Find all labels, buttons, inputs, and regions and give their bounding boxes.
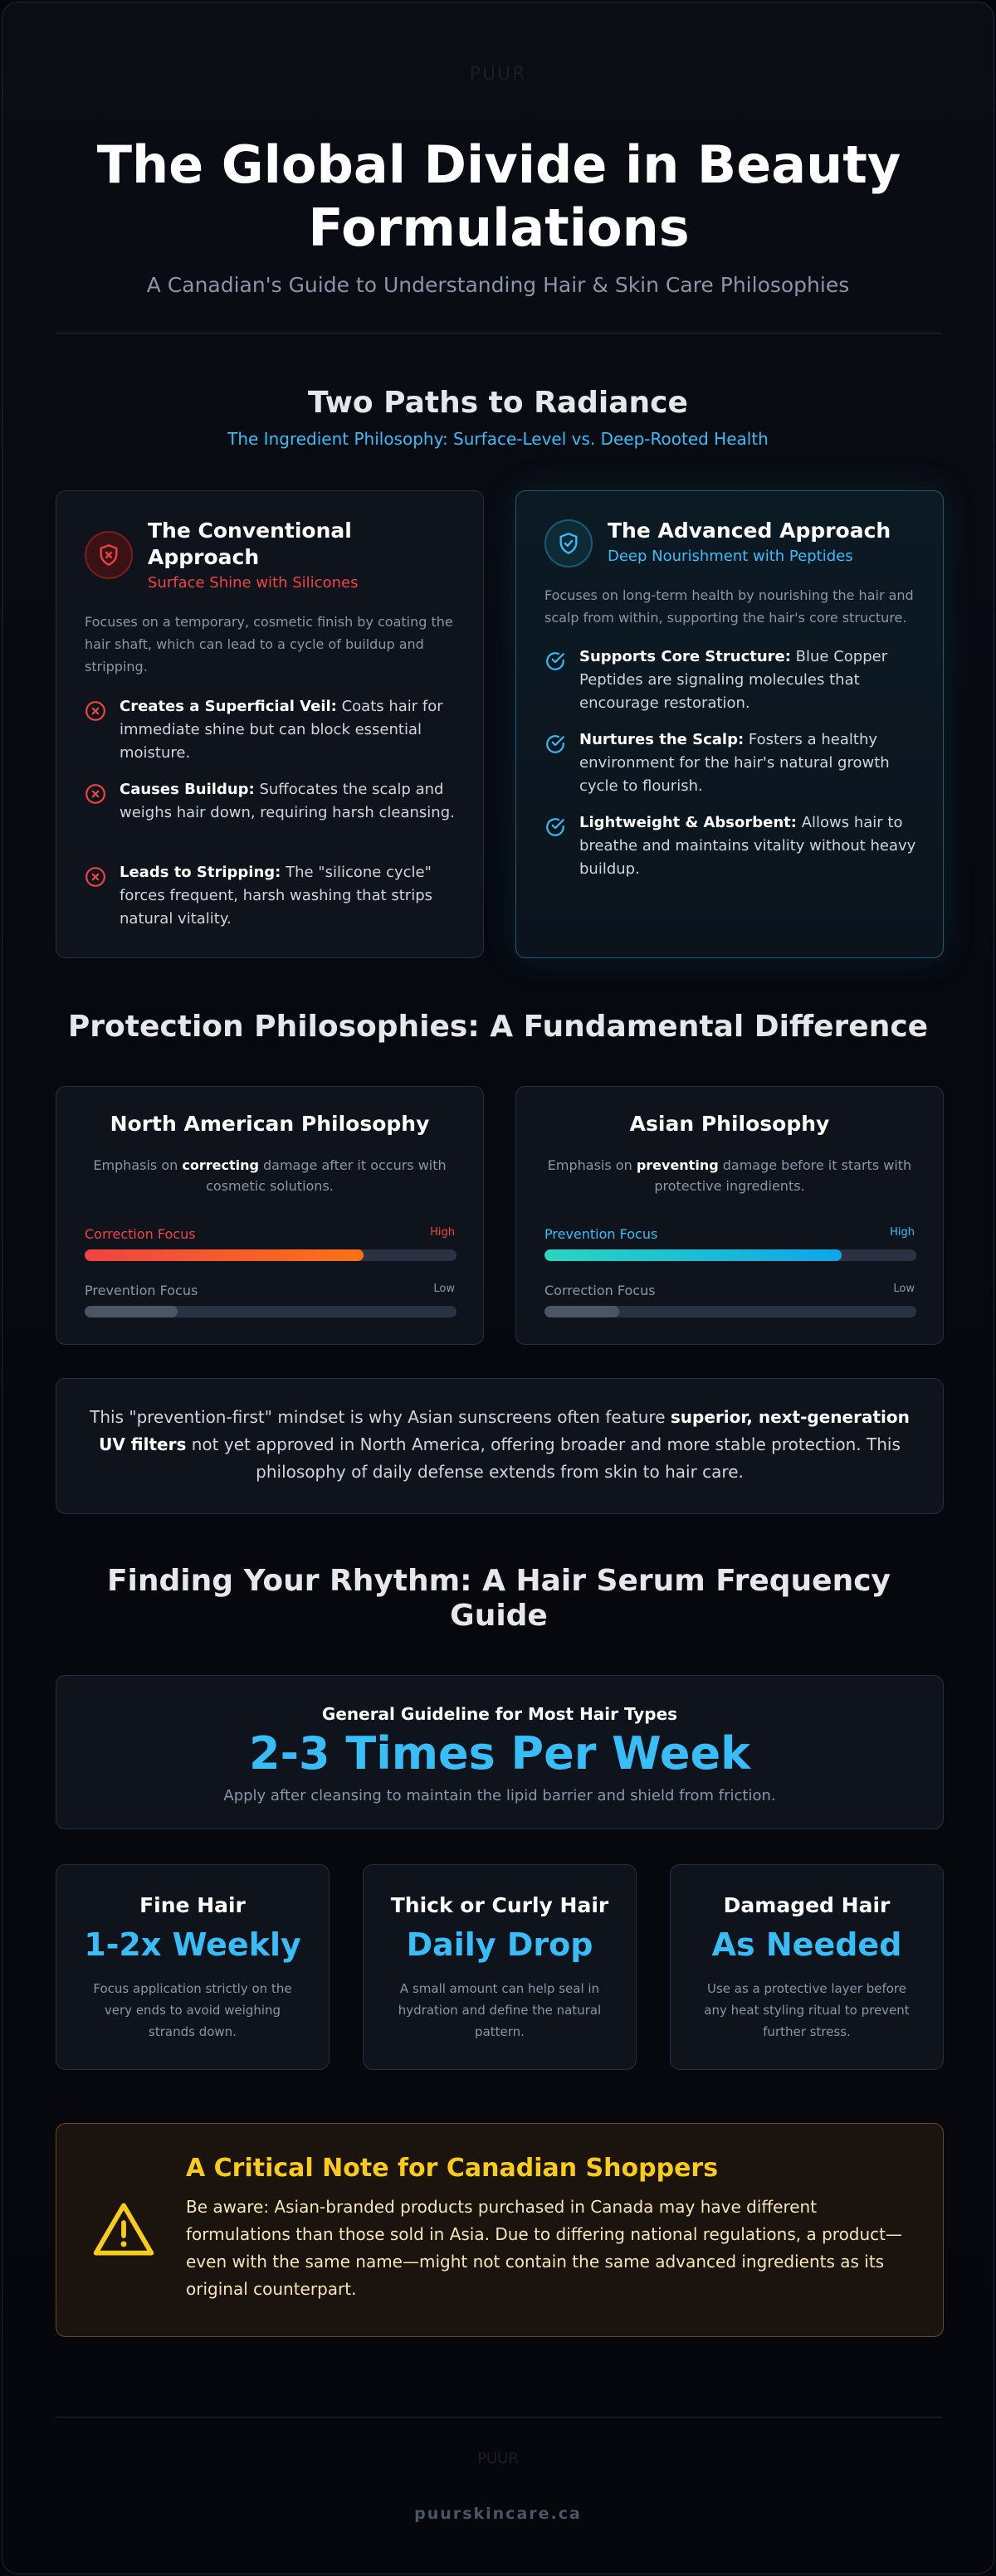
- list-item: Leads to Stripping: The "silicone cycle" forces frequent, harsh washing that strips natural vitality.: [120, 864, 433, 928]
- header-logo: PUUR: [469, 64, 527, 85]
- list-item: Lightweight & Absorbent: Allows hair to breathe and maintains vitality without heavy buildup.: [579, 814, 916, 878]
- check-circle-icon: [544, 816, 566, 838]
- list-item: Nurtures the Scalp: Fosters a healthy environment for the hair's natural growth cycle to flourish.: [579, 731, 890, 795]
- x-circle-icon: [85, 866, 106, 888]
- hair-type-description: Focus application strictly on the very ends to avoid weighing strands down.: [93, 1981, 292, 2039]
- general-guideline-card: [56, 1675, 944, 1829]
- progress-track: [85, 1306, 456, 1317]
- hair-type-title: Damaged Hair: [723, 1893, 891, 1917]
- bar-level: High: [890, 1226, 915, 1239]
- conventional-tag: Surface Shine with Silicones: [148, 574, 359, 592]
- advanced-description: Focuses on long-term health by nourishing the hair and scalp from within, supporting the hair's core structure.: [544, 587, 914, 626]
- section-title-paths: Two Paths to Radiance: [308, 386, 688, 420]
- warning-triangle-icon: [91, 2200, 156, 2258]
- divider: [56, 2417, 942, 2418]
- list-item: Supports Core Structure: Blue Copper Peptides are signaling molecules that encourage restoration.: [579, 648, 888, 712]
- hair-type-frequency: As Needed: [711, 1926, 902, 1963]
- progress-fill: [85, 1249, 364, 1261]
- conventional-description: Focuses on a temporary, cosmetic finish by coating the hair shaft, which can lead to a cycle of buildup and stripping.: [85, 614, 453, 674]
- page-title: The Global Divide in Beauty Formulations: [96, 134, 901, 258]
- advanced-tag: Deep Nourishment with Peptides: [608, 548, 853, 565]
- asian-description: Emphasis on preventing damage before it starts with protective ingredients.: [547, 1157, 912, 1194]
- general-guideline-value: 2-3 Times Per Week: [249, 1727, 750, 1780]
- list-item: Causes Buildup: Suffocates the scalp and weighs hair down, requiring harsh cleansing.: [120, 781, 455, 821]
- bar-label: Correction Focus: [544, 1283, 656, 1298]
- check-circle-icon: [544, 733, 566, 755]
- north-american-title: North American Philosophy: [110, 1112, 430, 1136]
- section-title-rhythm: Finding Your Rhythm: A Hair Serum Frequency Guide: [106, 1564, 891, 1633]
- warning-title: A Critical Note for Canadian Shoppers: [186, 2154, 719, 2183]
- section-subtitle-paths: The Ingredient Philosophy: Surface-Level vs. Deep-Rooted Health: [227, 429, 769, 449]
- shield-check-icon: [544, 519, 593, 567]
- bar-level: Low: [433, 1283, 455, 1295]
- bar-level: High: [430, 1226, 455, 1239]
- footer-website: puurskincare.ca: [414, 2505, 582, 2523]
- bar-label: Prevention Focus: [85, 1283, 198, 1298]
- progress-track: [544, 1306, 916, 1317]
- general-guideline-label: General Guideline for Most Hair Types: [321, 1704, 678, 1724]
- list-item: Creates a Superficial Veil: Coats hair for immediate shine but can block essential moisture.: [120, 698, 443, 762]
- hair-type-title: Thick or Curly Hair: [390, 1893, 609, 1917]
- asian-card: [515, 1086, 944, 1345]
- x-circle-icon: [85, 783, 106, 805]
- shield-x-icon: [85, 531, 133, 579]
- prevention-note: This "prevention-first" mindset is why Asian sunscreens often feature superior, next-generation UV filters not yet approved in North America, offering broader and more stable protection. This philosophy of daily defense extends from skin to hair care.: [90, 1407, 910, 1482]
- progress-track: [544, 1249, 916, 1261]
- conventional-card: [56, 490, 484, 958]
- hair-type-card: [670, 1864, 944, 2070]
- conventional-title: The Conventional Approach: [148, 519, 352, 569]
- progress-fill: [544, 1306, 619, 1317]
- hair-type-description: Use as a protective layer before any heat styling ritual to prevent further stress.: [704, 1981, 910, 2039]
- north-american-description: Emphasis on correcting damage after it occurs with cosmetic solutions.: [93, 1157, 447, 1194]
- bar-label: Prevention Focus: [544, 1226, 658, 1242]
- bar-label: Correction Focus: [85, 1226, 196, 1242]
- advanced-title: The Advanced Approach: [608, 519, 891, 543]
- infographic: [2, 2, 994, 2574]
- progress-fill: [85, 1306, 178, 1317]
- divider: [56, 333, 942, 334]
- general-guideline-note: Apply after cleansing to maintain the lipid barrier and shield from friction.: [223, 1787, 776, 1804]
- north-american-card: [56, 1086, 484, 1345]
- bar-level: Low: [893, 1283, 915, 1295]
- prevention-note-card: [56, 1378, 944, 1514]
- warning-text: Be aware: Asian-branded products purchased in Canada may have different formulations than those sold in Asia. Due to differing national regulations, a product—even with the same name—might not contain the same advanced ingredients as its original counterpart.: [186, 2197, 903, 2299]
- page-subtitle: A Canadian's Guide to Understanding Hair & Skin Care Philosophies: [146, 273, 850, 297]
- hair-type-frequency: Daily Drop: [406, 1926, 593, 1963]
- canadian-shoppers-warning: [56, 2123, 944, 2337]
- hair-type-card: [363, 1864, 637, 2070]
- hair-type-title: Fine Hair: [139, 1893, 246, 1917]
- advanced-card: [515, 490, 944, 958]
- progress-track: [85, 1249, 456, 1261]
- hair-type-frequency: 1-2x Weekly: [84, 1926, 301, 1963]
- check-circle-icon: [544, 650, 566, 672]
- hair-type-description: A small amount can help seal in hydration and define the natural pattern.: [398, 1981, 602, 2039]
- section-title-protection: Protection Philosophies: A Fundamental Difference: [67, 1010, 929, 1044]
- x-circle-icon: [85, 700, 106, 722]
- asian-title: Asian Philosophy: [629, 1112, 830, 1136]
- hair-type-card: [56, 1864, 330, 2070]
- footer-logo: PUUR: [477, 2450, 519, 2467]
- progress-fill: [544, 1249, 842, 1261]
